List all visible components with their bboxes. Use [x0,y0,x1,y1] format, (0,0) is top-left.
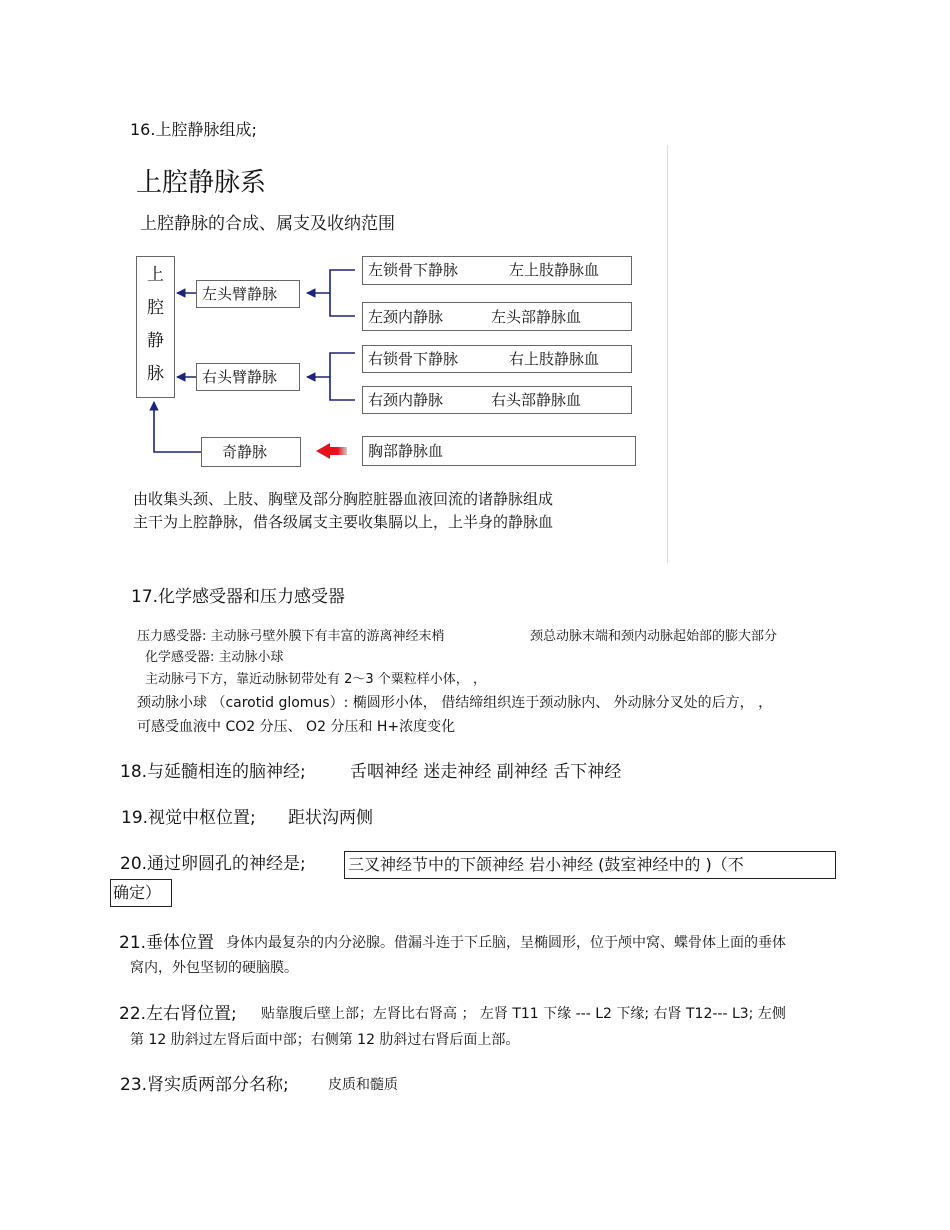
svc-box [136,256,175,398]
q20-heading: 20.通过卵圆孔的神经是; [120,854,306,874]
red-arrow-icon [316,443,347,459]
q23-heading: 23.肾实质两部分名称; [120,1075,289,1095]
azygos-label: 奇静脉 [222,443,268,461]
svc-char: 脉 [147,364,164,384]
q21-answer-1: 身体内最复杂的内分泌腺。借漏斗连于下丘脑，呈椭圆形，位于颅中窝、蝶骨体上面的垂体 [226,935,786,951]
q17-line-1a: 压力感受器: 主动脉弓壁外膜下有丰富的游离神经末梢 [137,629,445,644]
q20-answer-line-2: 确定） [113,883,162,902]
diagram-subtitle: 上腔静脉的合成、属支及收纳范围 [140,214,395,234]
left-brachiocephalic-box [196,280,300,308]
tributary-drainage: 右头部静脉血 [491,391,582,409]
q21-answer-2: 窝内，外包坚韧的硬脑膜。 [130,960,298,976]
chest-drainage-box [362,436,636,466]
q19-answer: 距状沟两侧 [288,808,373,828]
q20-answer-box [344,851,836,879]
q17-line-4: 颈动脉小球 （carotid glomus）: 椭圆形小体， 借结缔组织连于颈动脉内、 外动脉分叉处的后方， ， [137,695,773,711]
q18-answer: 舌咽神经 迷走神经 副神经 舌下神经 [350,762,622,782]
q17-heading: 17.化学感受器和压力感受器 [131,587,346,607]
q16-heading: 16.上腔静脉组成; [130,120,257,139]
q17-line-1b: 颈总动脉末端和颈内动脉起始部的膨大部分 [530,629,778,644]
tributary-drainage: 左上肢静脉血 [509,261,600,279]
q22-answer-1: 贴靠腹后壁上部；左肾比右肾高 ； 左肾 T11 下缘 --- L2 下缘; 右肾 T12--- L3; 左侧 [261,1006,786,1022]
tributary-vein: 右锁骨下静脉 [368,350,459,368]
tributary-vein: 左锁骨下静脉 [368,261,459,279]
q17-line-3: 主动脉弓下方，靠近动脉韧带处有 2～3 个粟粒样小体， ， [145,672,486,687]
q20-answer-line-1: 三叉神经节中的下颌神经 岩小神经 (鼓室神经中的 )（不 [348,855,744,874]
q23-answer: 皮质和髓质 [328,1077,398,1093]
tributary-vein: 左颈内静脉 [368,308,444,326]
tributary-drainage: 左头部静脉血 [491,308,582,326]
q22-heading: 22.左右肾位置; [119,1004,237,1024]
tributary-row [362,256,632,285]
svc-char: 静 [147,331,164,351]
right-brachiocephalic-label: 右头臂静脉 [202,368,278,386]
svc-char: 上 [147,265,164,285]
diagram-note-2: 主干为上腔静脉，借各级属支主要收集膈以上，上半身的静脉血 [133,513,554,531]
q19-heading: 19.视觉中枢位置; [121,808,256,828]
left-brachiocephalic-label: 左头臂静脉 [202,285,278,303]
q17-line-2: 化学感受器: 主动脉小球 [145,650,284,665]
diagram-title: 上腔静脉系 [136,168,267,198]
tributary-row [362,345,632,373]
tributary-vein: 右颈内静脉 [368,391,444,409]
right-brachiocephalic-box [196,363,300,391]
chest-drainage-label: 胸部静脉血 [368,442,444,460]
tributary-row [362,386,632,414]
q18-heading: 18.与延髓相连的脑神经; [120,762,306,782]
diagram-note-1: 由收集头颈、上肢、胸壁及部分胸腔脏器血液回流的诸静脉组成 [133,490,554,508]
tributary-drainage: 右上肢静脉血 [509,350,600,368]
tributary-row [362,302,632,331]
q20-answer-box-cont [110,879,172,907]
q22-answer-2: 第 12 肋斜过左肾后面中部；右侧第 12 肋斜过右肾后面上部。 [130,1032,520,1048]
azygos-box [201,437,301,467]
q17-line-5: 可感受血液中 CO2 分压、 O2 分压和 H+浓度变化 [137,719,456,735]
svc-char: 腔 [147,298,164,318]
q21-heading: 21.垂体位置 [119,933,215,953]
